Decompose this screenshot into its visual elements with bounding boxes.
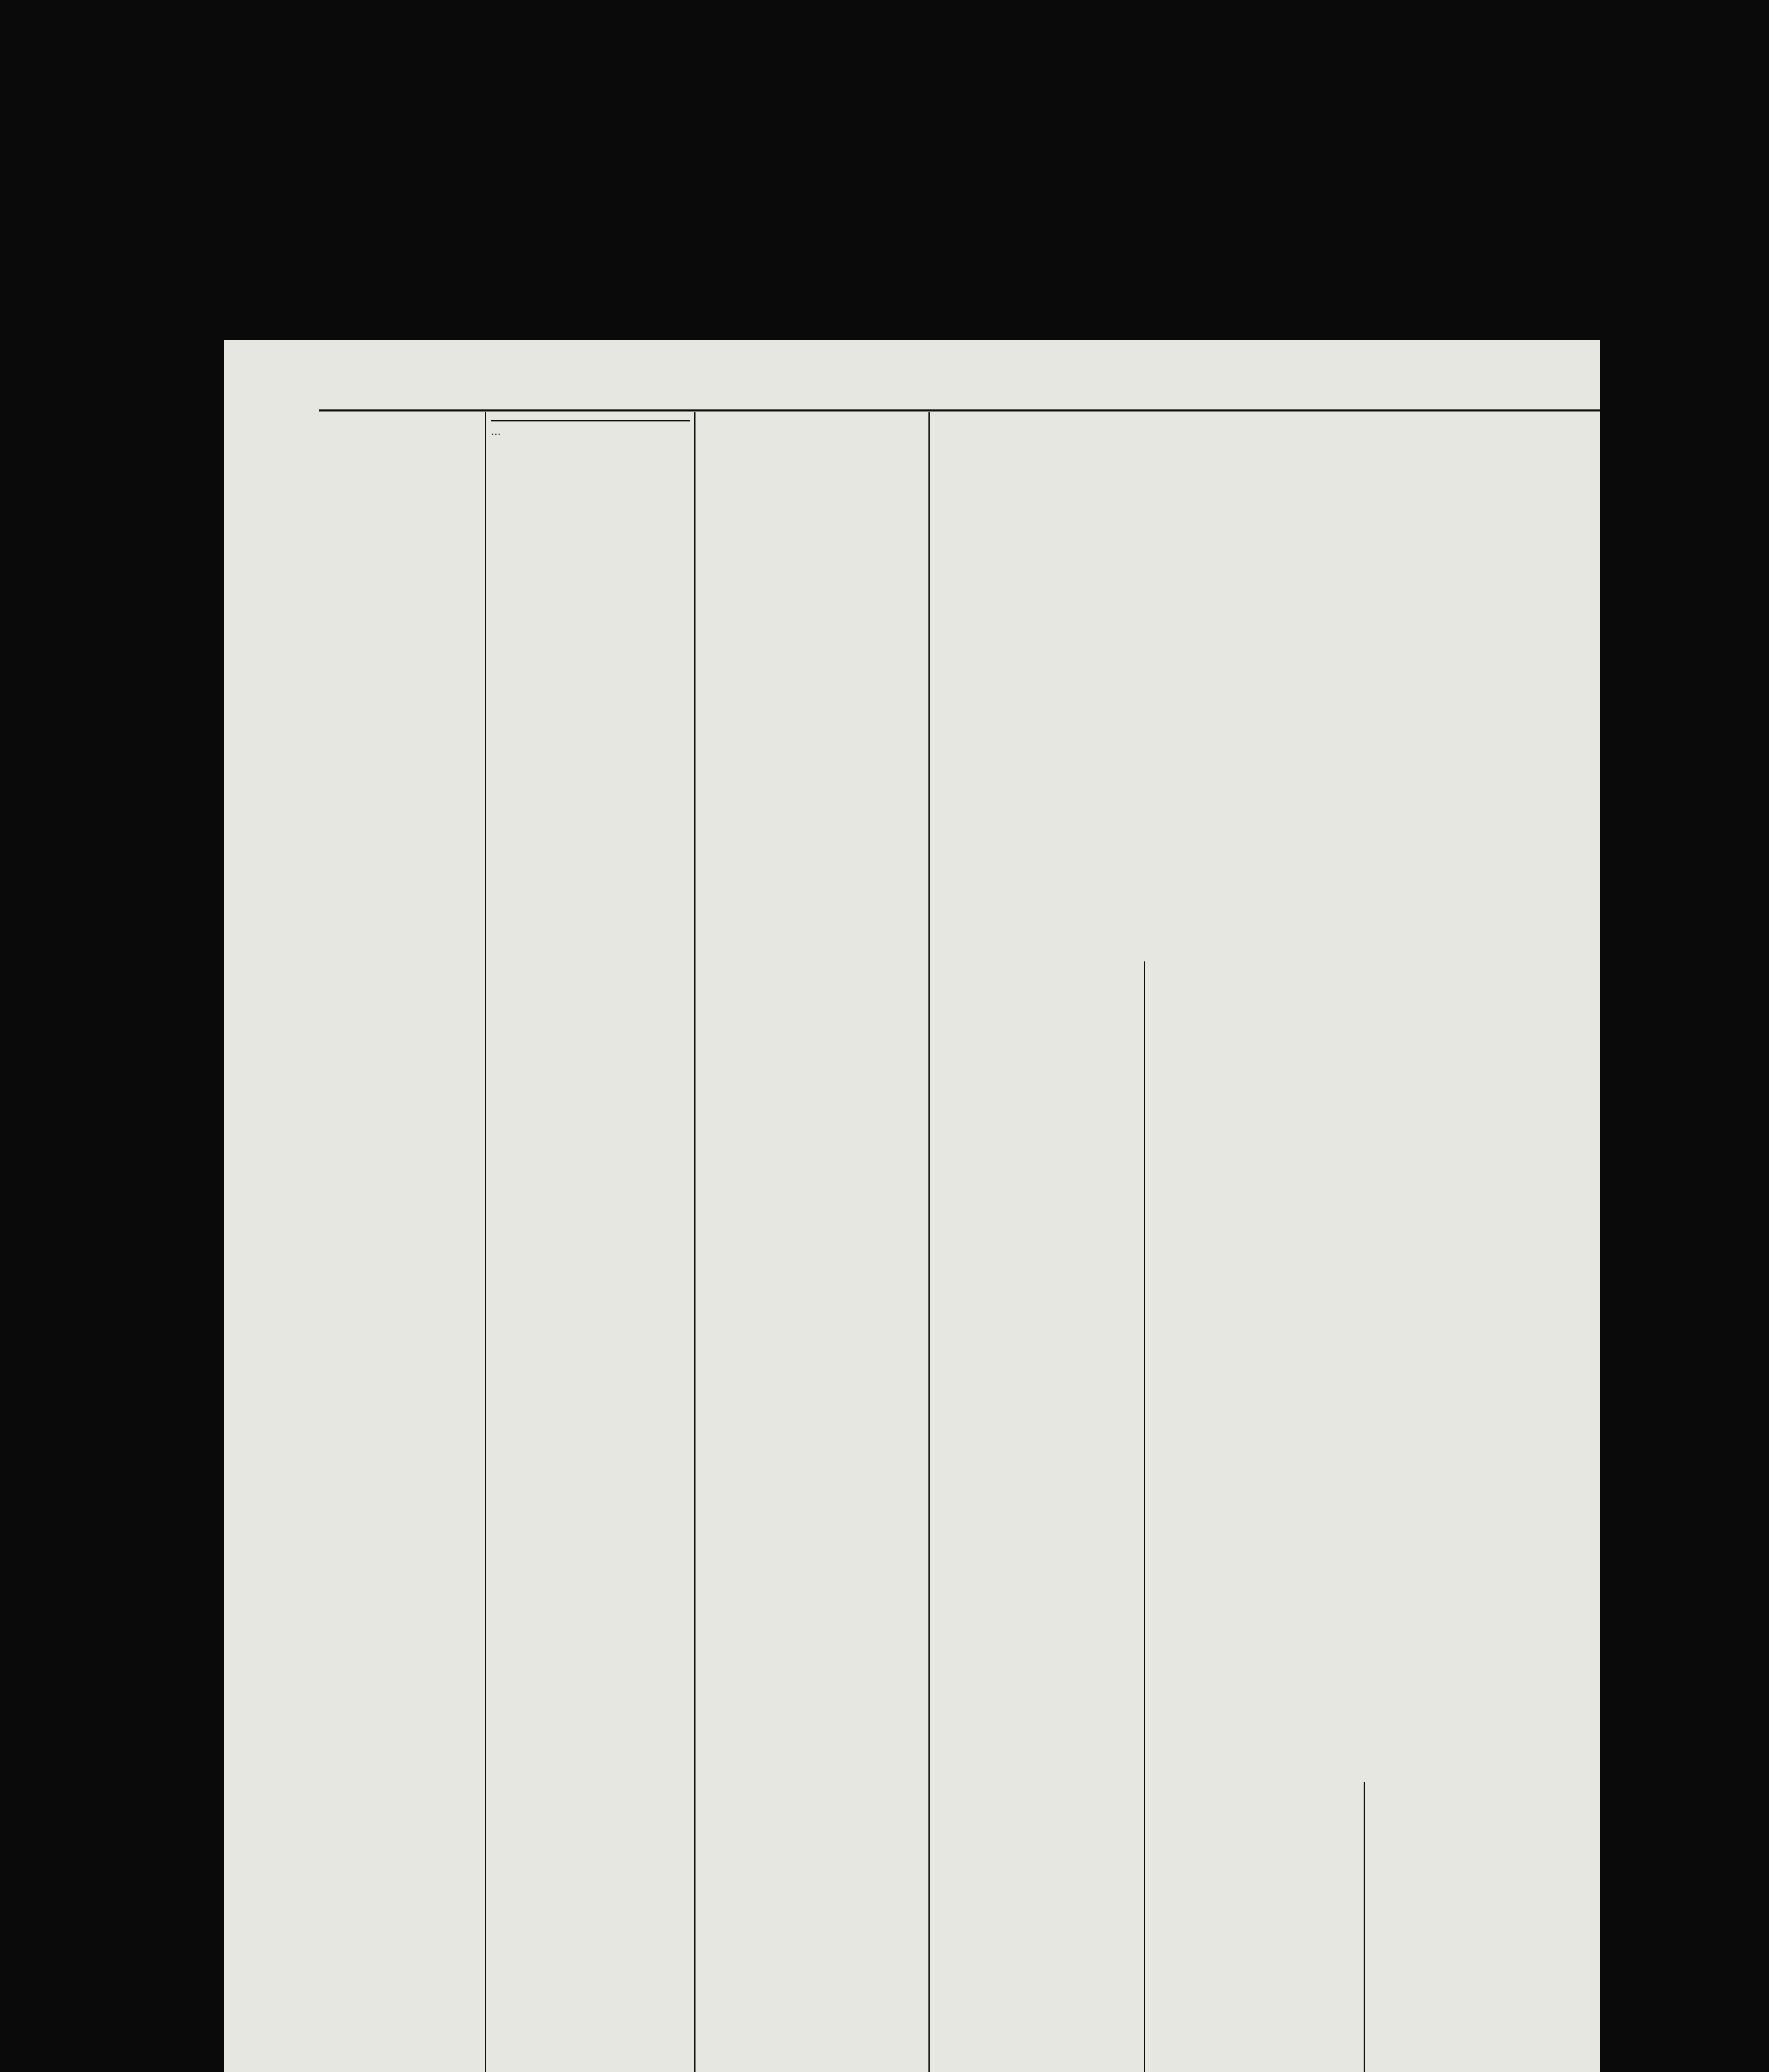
column-rule <box>1364 1782 1365 2072</box>
column-rule <box>485 412 486 2072</box>
column-news-usa <box>282 414 481 2072</box>
column-rule <box>694 412 695 2072</box>
article-rule <box>491 420 690 421</box>
page-header <box>224 340 1600 390</box>
header-rule <box>319 409 1600 411</box>
column-local-news <box>491 414 690 2072</box>
column-rule <box>928 412 930 2072</box>
article-text: … <box>491 426 501 437</box>
newspaper-page <box>224 340 1600 2072</box>
column-rule <box>1144 961 1145 2072</box>
